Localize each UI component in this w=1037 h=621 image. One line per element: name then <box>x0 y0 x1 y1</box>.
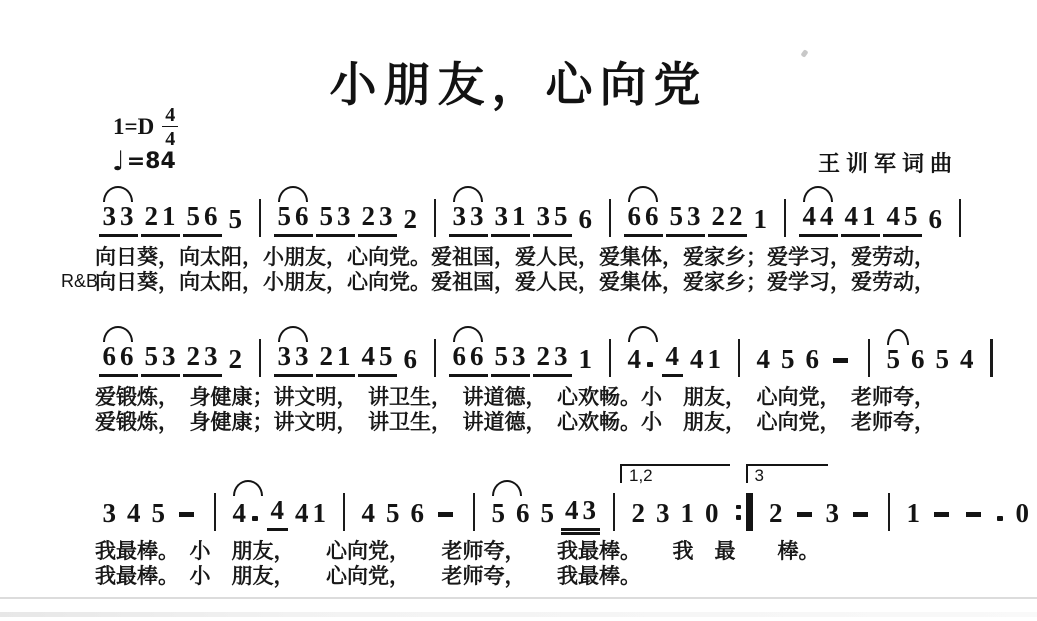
barline <box>434 199 437 237</box>
barline <box>473 493 476 531</box>
barline <box>214 493 217 531</box>
note-group <box>491 203 530 237</box>
note: 6 <box>645 201 659 231</box>
note: 6 <box>204 201 218 231</box>
note-group <box>229 500 264 531</box>
note-group <box>358 343 397 377</box>
note: 6 <box>295 201 309 231</box>
note: 4 <box>232 498 246 528</box>
note: 1 <box>578 344 592 374</box>
slur-arc <box>278 326 308 342</box>
note: 1 <box>162 201 176 231</box>
note-group <box>1012 500 1034 531</box>
note: 5 <box>904 201 918 231</box>
note: 4 <box>565 495 579 525</box>
note: 4 <box>886 201 900 231</box>
volta-bracket <box>746 464 828 483</box>
notes-row <box>95 183 970 237</box>
note: 4 <box>627 344 641 374</box>
key-label: 1=D <box>113 113 155 139</box>
note: 2 <box>319 341 333 371</box>
note-group <box>932 346 954 377</box>
note: 3 <box>536 201 550 231</box>
scan-artifact-smudge <box>0 612 1037 617</box>
note-group <box>561 497 600 531</box>
note-group <box>907 346 929 377</box>
slur-arc <box>492 480 522 496</box>
time-signature-denominator: 4 <box>162 126 178 149</box>
note-group <box>686 346 725 377</box>
note-group <box>826 358 855 377</box>
note: 2 <box>403 204 417 234</box>
slur-arc <box>103 326 133 342</box>
note: 5 <box>494 341 508 371</box>
note: 5 <box>277 201 291 231</box>
note: 3 <box>204 341 218 371</box>
s1-lyrics-verse-1: 向日葵，向太阳，小朋友，心向党。爱祖国，爱人民，爱集体，爱家乡；爱学习，爱劳动， <box>95 245 935 269</box>
note-group <box>802 346 824 377</box>
note: 4 <box>270 495 284 525</box>
note-group <box>753 346 775 377</box>
s3-measure-2 <box>225 477 334 531</box>
note: 3 <box>512 341 526 371</box>
dash-note <box>797 512 812 517</box>
note: 3 <box>295 341 309 371</box>
barline <box>784 199 787 237</box>
note-group <box>991 516 1009 532</box>
note: 0 <box>705 498 719 528</box>
note-group <box>382 500 404 531</box>
note-group <box>99 203 138 237</box>
note: 3 <box>656 498 670 528</box>
slur-arc <box>453 186 483 202</box>
barline <box>959 199 962 237</box>
s3-measure-5 <box>624 466 726 531</box>
note: 3 <box>337 201 351 231</box>
note-group <box>99 343 138 377</box>
s2-measure-3 <box>445 323 600 377</box>
barline <box>738 339 741 377</box>
scan-artifact-line <box>0 597 1037 599</box>
notes-row <box>95 466 1037 531</box>
note-group <box>274 203 313 237</box>
barline <box>888 493 891 531</box>
note-group <box>677 500 699 531</box>
note: 5 <box>540 498 554 528</box>
note: 2 <box>711 201 725 231</box>
dot <box>252 516 258 522</box>
volta-label: 3 <box>754 466 764 485</box>
note-group <box>537 500 559 531</box>
note-group <box>431 512 460 531</box>
note-group <box>123 500 145 531</box>
note: 3 <box>825 498 839 528</box>
note: 5 <box>319 201 333 231</box>
note-group <box>956 346 978 377</box>
slur-arc <box>628 326 658 342</box>
note-group <box>841 203 880 237</box>
s1-measure-1 <box>95 183 250 237</box>
quarter-note-icon: ♩ <box>112 146 125 177</box>
note-group <box>148 500 170 531</box>
time-signature-numerator: 4 <box>165 104 176 126</box>
note: 3 <box>452 201 466 231</box>
note-group <box>701 500 723 531</box>
note: 1 <box>862 201 876 231</box>
note-group <box>316 343 355 377</box>
note-group <box>750 206 772 237</box>
note: 5 <box>151 498 165 528</box>
note-group <box>533 343 572 377</box>
note: 6 <box>928 204 942 234</box>
s3-measure-4 <box>484 477 604 531</box>
note: 1 <box>312 498 326 528</box>
note: 5 <box>554 201 568 231</box>
note: 4 <box>361 341 375 371</box>
barline <box>609 339 612 377</box>
s2-lyrics-verse-2: 爱锻炼， 身健康；讲文明， 讲卫生， 讲道德， 心欢畅。小 朋友， 心向党， 老师夸， <box>95 410 935 434</box>
note: 1 <box>680 498 694 528</box>
note: 6 <box>805 344 819 374</box>
note-group <box>141 343 180 377</box>
note: 5 <box>669 201 683 231</box>
note: 4 <box>127 498 141 528</box>
slur-arc <box>453 326 483 342</box>
s3-lyrics-verse-2: 我最棒。 小 朋友， 心向党， 老师夸， 我最棒。 <box>95 564 641 588</box>
note-group <box>799 203 838 237</box>
note-group <box>959 512 988 531</box>
note: 3 <box>470 201 484 231</box>
note: 6 <box>410 498 424 528</box>
s1-measure-5 <box>795 183 950 237</box>
note: 1 <box>906 498 920 528</box>
note-group <box>883 203 922 237</box>
barline <box>259 199 262 237</box>
s2-lyrics-verse-1: 爱锻炼， 身健康；讲文明， 讲卫生， 讲道德， 心欢畅。小 朋友， 心向党， 老师夸， <box>95 385 935 409</box>
s2-measure-5 <box>749 326 859 377</box>
song-title: 小朋友，心向党 <box>329 60 708 112</box>
note-group <box>407 500 429 531</box>
note-group <box>628 500 650 531</box>
note-group <box>183 203 222 237</box>
s2-measure-4 <box>620 323 729 377</box>
note: 3 <box>687 201 701 231</box>
note-group <box>925 206 947 237</box>
note: 2 <box>228 344 242 374</box>
note: 5 <box>491 498 505 528</box>
note: 3 <box>102 498 116 528</box>
dash-note <box>934 512 949 517</box>
s3-measure-1 <box>95 480 205 531</box>
dot <box>997 516 1003 522</box>
slur-arc <box>628 186 658 202</box>
slur-arc <box>278 186 308 202</box>
note-group <box>274 343 313 377</box>
note-group <box>903 500 925 531</box>
note: 2 <box>631 498 645 528</box>
note-group <box>225 206 247 237</box>
note: 6 <box>452 341 466 371</box>
tempo-value: =84 <box>126 149 176 174</box>
dash-note <box>966 512 981 517</box>
system-3 <box>95 466 1037 589</box>
barline <box>259 339 262 377</box>
note: 1 <box>512 201 526 231</box>
note: 3 <box>554 341 568 371</box>
note-group <box>846 512 875 531</box>
s1-measure-2 <box>270 183 425 237</box>
barline <box>990 339 993 377</box>
note: 6 <box>470 341 484 371</box>
s1-lyrics-verse-2: 向日葵，向太阳，小朋友，心向党。爱祖国，爱人民，爱集体，爱家乡；爱学习，爱劳动， <box>95 270 935 294</box>
note: 4 <box>960 344 974 374</box>
note-group <box>652 500 674 531</box>
note: 5 <box>144 341 158 371</box>
dot <box>647 362 653 368</box>
s1-measure-3 <box>445 183 600 237</box>
note: 3 <box>582 495 596 525</box>
barline <box>343 493 346 531</box>
s2-measure-6 <box>879 326 981 377</box>
barline <box>434 339 437 377</box>
note-group <box>225 346 247 377</box>
note: 3 <box>120 201 134 231</box>
note-group <box>358 500 380 531</box>
slur-arc <box>103 186 133 202</box>
volta-bracket <box>620 464 730 483</box>
note-group <box>400 206 422 237</box>
note: 1 <box>753 204 767 234</box>
note: 5 <box>386 498 400 528</box>
note-group <box>883 346 905 377</box>
note: 4 <box>844 201 858 231</box>
note: 5 <box>781 344 795 374</box>
note: 2 <box>144 201 158 231</box>
note-group <box>624 203 663 237</box>
note-group <box>183 343 222 377</box>
note: 4 <box>756 344 770 374</box>
note: 4 <box>820 201 834 231</box>
note-group <box>291 500 330 531</box>
note: 6 <box>627 201 641 231</box>
note: 4 <box>361 498 375 528</box>
note: 2 <box>769 498 783 528</box>
composer-credit: 王训军词曲 <box>818 151 959 176</box>
note: 3 <box>102 201 116 231</box>
barline <box>868 339 871 377</box>
note: 6 <box>516 498 530 528</box>
note: 1 <box>707 344 721 374</box>
s3-measure-6 <box>754 466 879 531</box>
note: 0 <box>1015 498 1029 528</box>
barline <box>609 199 612 237</box>
note-group <box>575 206 597 237</box>
note-group <box>927 512 956 531</box>
dash-note <box>179 512 194 517</box>
note-group <box>822 500 844 531</box>
note: 4 <box>295 498 309 528</box>
barline <box>613 493 616 531</box>
note-group <box>708 203 747 237</box>
note-group <box>449 203 488 237</box>
note: 2 <box>729 201 743 231</box>
note: 4 <box>665 341 679 371</box>
note: 5 <box>186 201 200 231</box>
note-group <box>99 500 121 531</box>
note: 3 <box>379 201 393 231</box>
note-group <box>662 343 684 377</box>
note-group <box>777 346 799 377</box>
dash-note <box>853 512 868 517</box>
slur-arc <box>233 480 263 496</box>
note-group <box>358 203 397 237</box>
note-group <box>141 203 180 237</box>
s1-measure-4 <box>620 183 775 237</box>
notes-row <box>95 323 1002 377</box>
note: 5 <box>228 204 242 234</box>
note-group <box>765 500 787 531</box>
note: 4 <box>802 201 816 231</box>
dash-note <box>438 512 453 517</box>
note: 6 <box>403 344 417 374</box>
note-group <box>267 497 289 531</box>
note: 3 <box>494 201 508 231</box>
note: 4 <box>690 344 704 374</box>
s2-measure-2 <box>270 323 425 377</box>
note: 2 <box>536 341 550 371</box>
volta-label: 1,2 <box>629 466 653 485</box>
note-group <box>624 346 659 377</box>
note-group <box>790 512 819 531</box>
margin-label: R&B <box>61 271 99 291</box>
s3-measure-3 <box>354 480 464 531</box>
note-group <box>488 500 510 531</box>
note-group <box>575 346 597 377</box>
note-group <box>400 346 422 377</box>
note-group <box>449 343 488 377</box>
s2-measure-1 <box>95 323 250 377</box>
note-group <box>666 203 705 237</box>
note-group <box>533 203 572 237</box>
note-group <box>172 512 201 531</box>
repeat-end-barline <box>736 493 753 531</box>
system-1 <box>95 183 970 295</box>
note: 5 <box>379 341 393 371</box>
note: 6 <box>911 344 925 374</box>
dash-note <box>833 358 848 363</box>
slur-arc <box>887 329 909 345</box>
note: 3 <box>277 341 291 371</box>
note: 6 <box>120 341 134 371</box>
system-2 <box>95 323 1002 435</box>
note: 6 <box>102 341 116 371</box>
note: 1 <box>337 341 351 371</box>
note: 2 <box>186 341 200 371</box>
note: 6 <box>578 204 592 234</box>
note: 5 <box>935 344 949 374</box>
s3-measure-7 <box>899 480 1037 531</box>
note-group <box>316 203 355 237</box>
note-group <box>491 343 530 377</box>
slur-arc <box>803 186 833 202</box>
note: 5 <box>886 344 900 374</box>
note-group <box>512 500 534 531</box>
note: 2 <box>361 201 375 231</box>
note: 3 <box>162 341 176 371</box>
s3-lyrics-verse-1: 我最棒。 小 朋友， 心向党， 老师夸， 我最棒。 我 最 棒。 <box>95 539 820 563</box>
